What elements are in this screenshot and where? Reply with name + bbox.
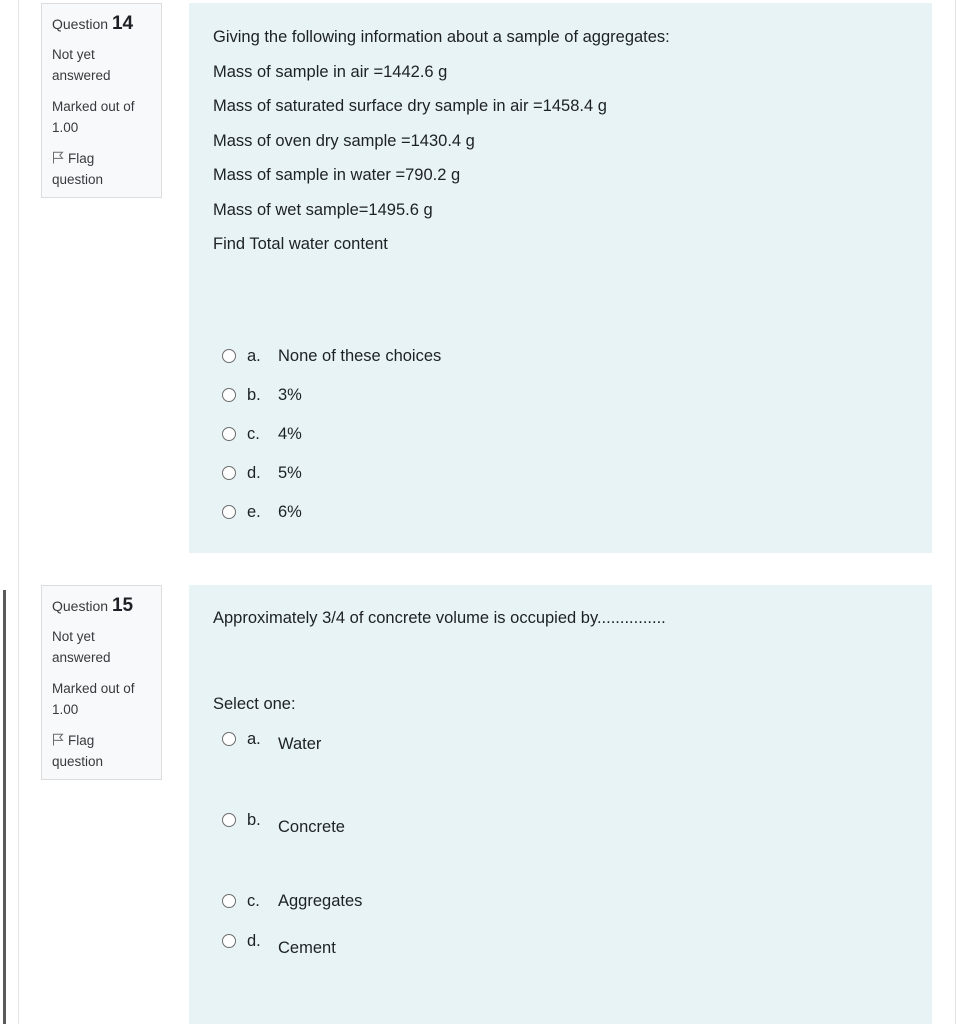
answer-option-b[interactable]: b. Concrete [222, 809, 722, 831]
question-15-info [41, 585, 162, 780]
answer-option-c[interactable]: c. Aggregates [222, 890, 722, 912]
answer-option-c[interactable]: c. 4% [222, 423, 722, 445]
question-text-line: Mass of oven dry sample =1430.4 g [213, 132, 475, 150]
question-text-line: Mass of sample in air =1442.6 g [213, 63, 448, 81]
question-state: Not yet answered [52, 47, 111, 83]
radio-button[interactable] [222, 388, 236, 402]
radio-button[interactable] [222, 894, 236, 908]
answer-option-e[interactable]: e. 6% [222, 501, 722, 523]
radio-button[interactable] [222, 732, 236, 746]
flag-icon [52, 151, 64, 164]
question-text-line: Giving the following information about a sample of aggregates: [213, 28, 670, 46]
question-15-content [189, 585, 932, 1024]
radio-button[interactable] [222, 813, 236, 827]
select-one-prompt: Select one: [213, 695, 296, 713]
answer-option-d[interactable]: d. Cement [222, 930, 722, 952]
question-text-line: Mass of wet sample=1495.6 g [213, 201, 433, 219]
question-14-info [41, 3, 162, 198]
scroll-indicator[interactable] [3, 590, 6, 1024]
answer-option-b[interactable]: b. 3% [222, 384, 722, 406]
flag-question-button[interactable]: Flag question [52, 151, 104, 187]
question-text-line: Find Total water content [213, 235, 388, 253]
flag-icon [52, 733, 64, 746]
radio-button[interactable] [222, 427, 236, 441]
question-number: Question 14 [52, 13, 134, 34]
question-text-line: Mass of sample in water =790.2 g [213, 166, 461, 184]
question-14-content [189, 3, 932, 553]
question-grade: Marked out of 1.00 [52, 99, 135, 135]
answer-option-a[interactable]: a. None of these choices [222, 345, 722, 367]
page-border-right [955, 0, 956, 1024]
question-text-line: Mass of saturated surface dry sample in air =1458.4 g [213, 97, 607, 115]
question-grade: Marked out of 1.00 [52, 681, 135, 717]
page-border-left [18, 0, 19, 1024]
question-state: Not yet answered [52, 629, 111, 665]
answer-option-a[interactable]: a. Water [222, 728, 722, 750]
radio-button[interactable] [222, 934, 236, 948]
flag-question-button[interactable]: Flag question [52, 733, 104, 769]
answer-option-d[interactable]: d. 5% [222, 462, 722, 484]
radio-button[interactable] [222, 349, 236, 363]
radio-button[interactable] [222, 505, 236, 519]
question-number: Question 15 [52, 595, 134, 616]
question-text: Approximately 3/4 of concrete volume is occupied by............... [213, 609, 666, 627]
radio-button[interactable] [222, 466, 236, 480]
